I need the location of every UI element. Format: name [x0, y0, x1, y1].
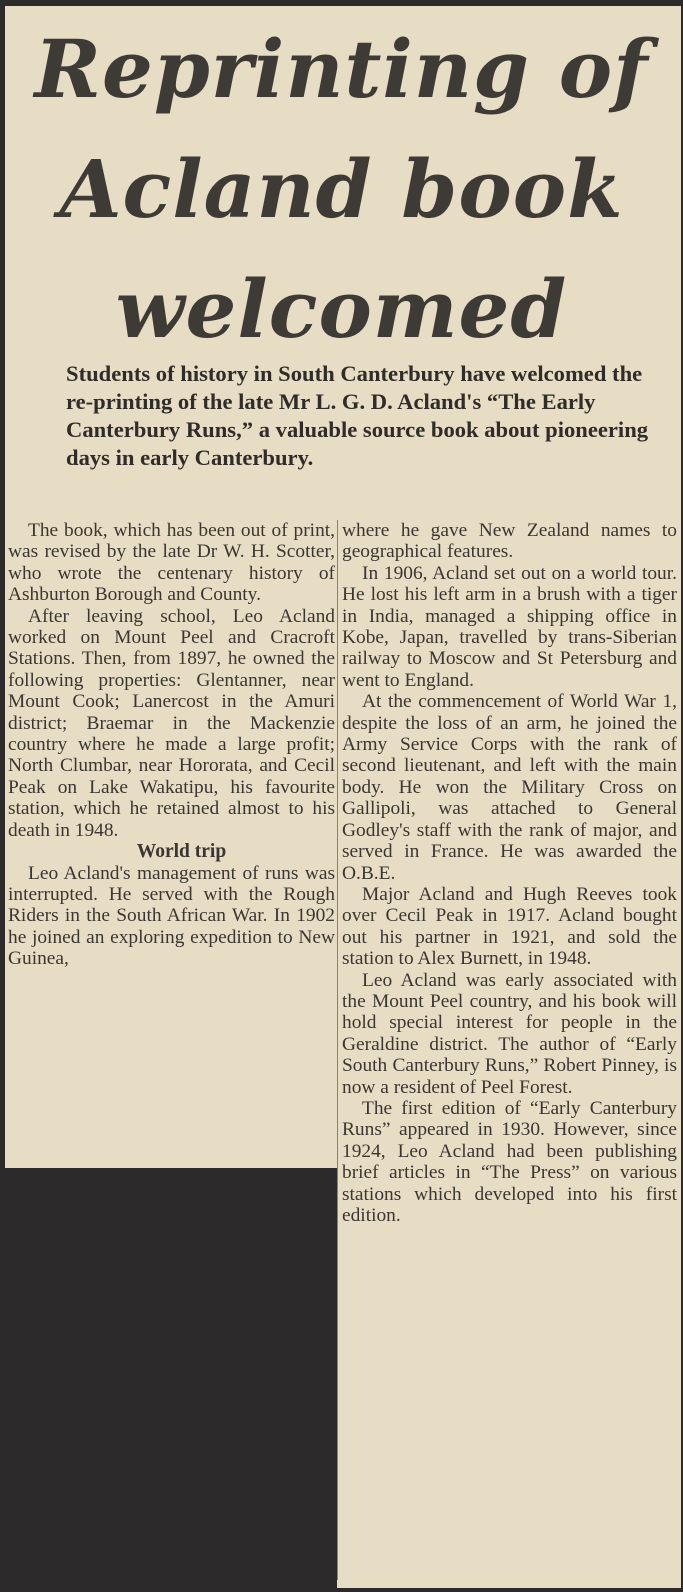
- subheading: World trip: [136, 841, 227, 863]
- right-paragraph-4: Major Acland and Hugh Reeves took over Cecil Peak in 1917. Acland bought out his partner in 1921, and sold the station to Alex Burnett, in 1948.: [342, 883, 677, 970]
- headline-line-3: welcomed: [115, 262, 568, 356]
- right-paragraph-2: In 1906, Acland set out on a world tour. He lost his left arm in a brush with a tiger in India, managed a shipping office in Kobe, Japan, travelled by trans-Siberian railway to Moscow and St Petersburg and went to England.: [342, 562, 677, 691]
- right-paragraph-3: At the commencement of World War 1, despite the loss of an arm, he joined the Army Service Corps with the rank of second lieutenant, and left with the main body. He won the Military Cross on Gallipoli, was attached to General Godley's staff with the rank of major, and served in France. He was awarded the O.B.E.: [342, 691, 677, 884]
- right-column: [342, 520, 677, 1226]
- right-paragraph-5: Leo Acland was early associated with the Mount Peel country, and his book will hold special interest for people in the Geraldine district. The author of “Early South Canterbury Runs,” Robert Pinney, is now a resident of Peel Forest.: [342, 969, 677, 1098]
- headline-line-2: Acland book: [59, 142, 624, 236]
- left-paragraph-3: Leo Acland's management of runs was interrupted. He served with the Rough Riders in the South African War. In 1902 he joined an exploring expedition to New Guinea,: [8, 862, 335, 970]
- column-rule: [337, 520, 338, 1580]
- right-paragraph-1: where he gave New Zealand names to geographical features.: [342, 520, 677, 563]
- left-column: [8, 520, 335, 970]
- right-paragraph-6: The first edition of “Early Canterbury Runs” appeared in 1930. However, since 1924, Leo Acland had been publishing brief articles in “The Press” on various stations which developed into his first edition.: [342, 1097, 677, 1226]
- left-paragraph-1: The book, which has been out of print, was revised by the late Dr W. H. Scotter, who wrote the centenary history of Ashburton Borough and County.: [8, 520, 335, 606]
- left-paragraph-2: After leaving school, Leo Acland worked on Mount Peel and Cracroft Stations. Then, from 1897, he owned the following properties: Glentanner, near Mount Cook; Lanercost in the Amuri district; Braemar in the Mackenzie country where he made a large profit; North Clumbar, near Hororata, and Cecil Peak on Lake Wakatipu, his favourite station, which he retained almost to his death in 1948.: [8, 605, 335, 841]
- standfirst: Students of history in South Canterbury have welcomed the re-printing of the late Mr L. G. D. Acland's “The Early Canterbury Runs,” a valuable source book about pioneering days in early Canterbury.: [66, 361, 649, 470]
- headline-line-1: Reprinting of: [34, 22, 649, 116]
